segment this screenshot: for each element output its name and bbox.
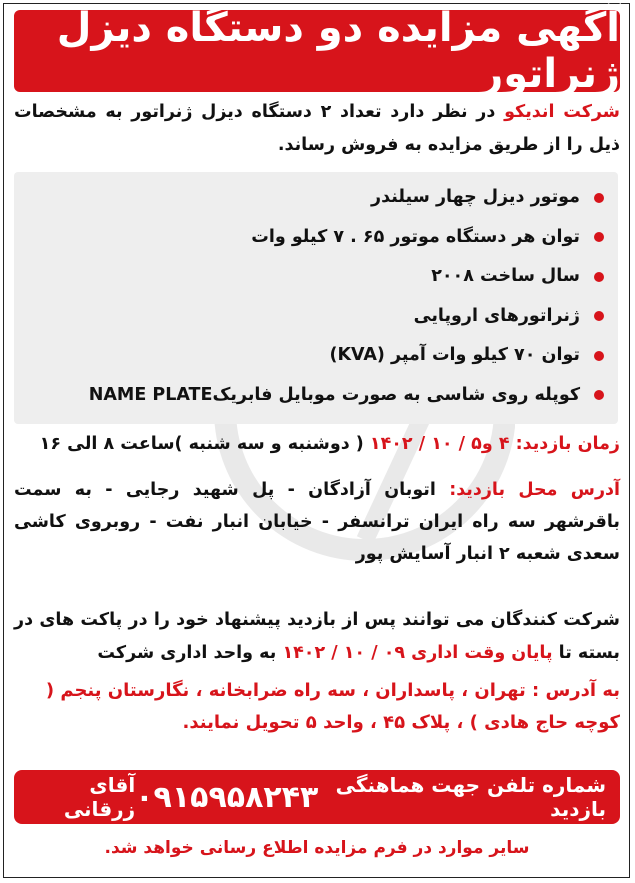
visit-address (14, 474, 620, 570)
spec-item: کوپله روی شاسی به صورت موبایل فابریکNAME PLATE (14, 376, 604, 416)
intro-text: در نظر دارد تعداد ۲ دستگاه دیزل ژنراتور به مشخصات ذیل را از طریق مزایده به فروش رساند. (14, 102, 620, 155)
bullet-icon (594, 390, 604, 400)
bullet-icon (594, 311, 604, 321)
address-label: آدرس محل بازدید: (449, 480, 620, 500)
visit-text: ( دوشنبه و سه شنبه )ساعت ۸ الی ۱۶ (39, 434, 370, 454)
offer-text-1: شرکت کنندگان می توانند پس از بازدید پیشنهاد خود را در پاکت های در بسته تا (14, 610, 620, 663)
bullet-icon (594, 232, 604, 242)
spec-item: موتور دیزل چهار سیلندر (14, 178, 604, 218)
footer-note: سایر موارد در فرم مزایده اطلاع رسانی خواهد شد. (104, 838, 530, 858)
company-name: شرکت اندیکو (504, 102, 620, 122)
spec-item: توان ۷۰ کیلو وات آمپر (KVA) (14, 336, 604, 376)
delivery-address: به آدرس : تهران ، پاسداران ، سه راه ضرابخانه ، نگارستان پنجم ( کوچه حاج هادی ) ، پلاک ۴۵ ، واحد ۵ تحویل نمایند. (45, 680, 620, 733)
offer-text-2: به واحد اداری شرکت (97, 643, 283, 663)
phone-banner (14, 770, 620, 824)
specs-box (14, 172, 618, 424)
title-banner (14, 5, 620, 97)
offer-deadline: پایان وقت اداری ۰۹ / ۱۰ / ۱۴۰۲ (282, 643, 553, 663)
page-title: آگهی مزایده دو دستگاه دیزل ژنراتور (56, 5, 620, 97)
visit-time (14, 434, 620, 454)
bullet-icon (594, 272, 604, 282)
intro-paragraph (14, 96, 620, 162)
spec-item: ژنراتورهای اروپایی (14, 297, 604, 337)
address-text: اتوبان آزادگان - پل شهید رجایی - به سمت باقرشهر سه راه ایران ترانسفر - خیابان انبار نفت - روبروی کاشی سعدی شعبه ۲ انبار آسایش پور (14, 480, 620, 564)
visit-label: زمان بازدید: (515, 434, 620, 454)
bullet-icon (594, 193, 604, 203)
offer-paragraph (14, 604, 620, 670)
contact-name: آقای زرقانی (63, 773, 136, 821)
specs-list (14, 172, 618, 415)
bullet-icon (594, 351, 604, 361)
phone-number[interactable]: ۰۹۱۵۹۵۸۲۴۳ (135, 779, 319, 815)
phone-label: شماره تلفن جهت هماهنگی بازدید (335, 773, 606, 821)
visit-dates: ۴ و۵ / ۱۰ / ۱۴۰۲ (369, 434, 516, 454)
spec-item: سال ساخت ۲۰۰۸ (14, 257, 604, 297)
spec-item: توان هر دستگاه موتور ۶۵ . ۷ کیلو وات (14, 218, 604, 258)
